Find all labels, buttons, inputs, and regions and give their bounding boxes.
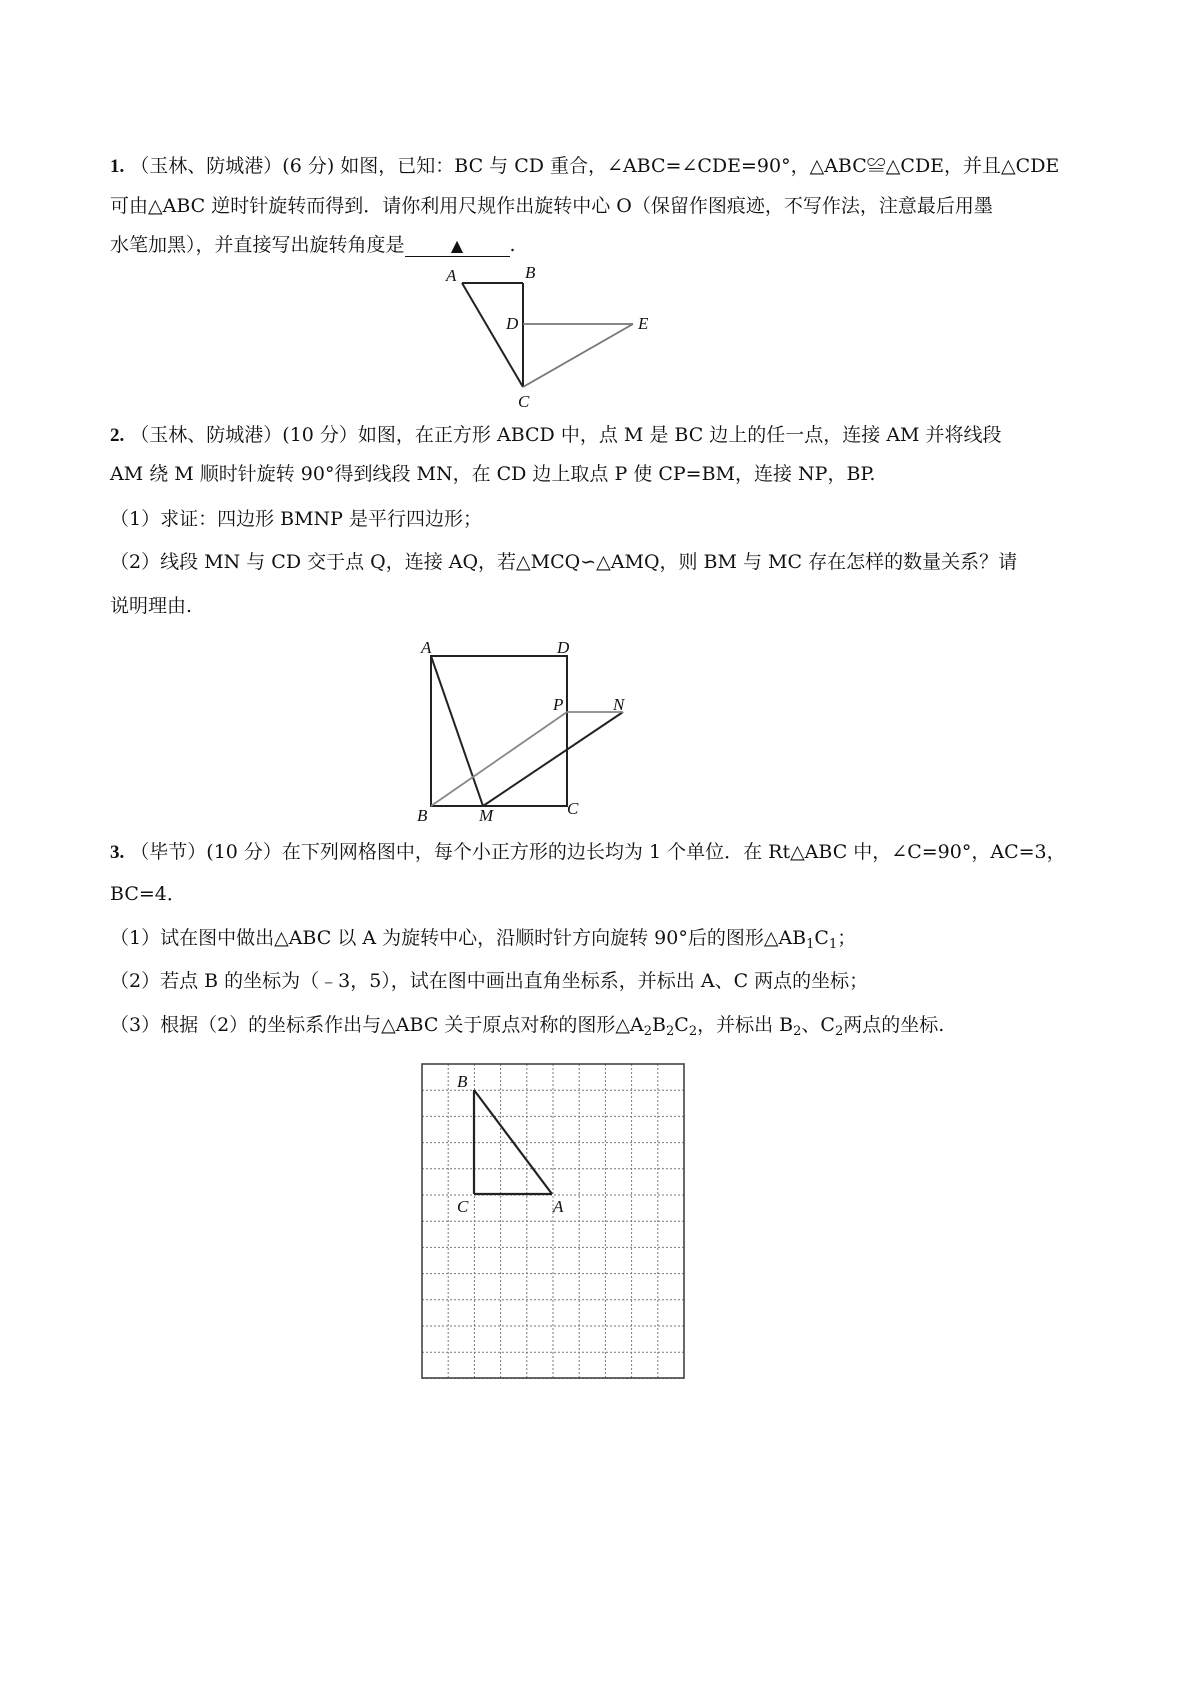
sub: 1 [806,937,815,952]
label-e: E [638,314,649,333]
label-a: A [421,638,432,657]
segment-mn [483,712,623,806]
label-c: C [518,392,530,411]
q3-part1-end: ； [837,927,857,949]
grid-lines [422,1064,684,1378]
q3-part2: （2）若点 B 的坐标为（﹣3，5），试在图中画出直角坐标系，并标出 A、C 两点的坐标； [110,970,869,992]
segment-ce [523,324,633,387]
q3-line1 [110,839,1066,866]
label-b: B [417,806,428,821]
sub: 2 [688,1024,698,1039]
segment-ac [462,283,523,387]
label-m: M [479,806,494,821]
sub: 2 [793,1024,802,1039]
q1-line3-end: . [509,234,516,256]
q2-part2-line2: 说明理由. [110,595,193,617]
sub: 2 [666,1024,675,1039]
q2-line1 [110,422,1002,449]
q3-text-line1: （毕节）(10 分）在下列网格图中，每个小正方形的边长均为 1 个单位．在 Rt△ABC 中，∠C=90°，AC=3， [130,841,1066,863]
q2-text-line1: （玉林、防城港）(10 分）如图，在正方形 ABCD 中，点 M 是 BC 边上的任一点，连接 AM 并将线段 [130,424,1002,446]
q2-part1: （1）求证：四边形 BMNP 是平行四边形； [110,508,482,530]
q1-number: 1. [110,156,125,177]
q3-part1 [110,925,856,958]
label-d: D [557,638,570,657]
label-a: A [446,266,457,285]
square-abcd [431,656,567,806]
q3-text-line2: BC=4． [110,883,186,905]
q3-part3-text: （3）根据（2）的坐标系作出与△ABC 关于原点对称的图形△A [110,1014,644,1036]
q3-part3 [110,1012,944,1045]
label-p: P [553,695,564,714]
sub: 2 [643,1024,653,1039]
label-c: C [567,799,579,818]
segment-bp [431,712,567,806]
q2-text-line2: AM 绕 M 顺时针旋转 90°得到线段 MN，在 CD 边上取点 P 使 CP=BM，连接 NP，BP. [110,463,876,485]
label-d: D [506,314,519,333]
q3-part3-c: C [674,1014,689,1036]
q3-grid-figure [420,1062,690,1384]
answer-blank [405,235,510,257]
q1-text-line3: 水笔加黑），并直接写出旋转角度是 [110,234,405,256]
q2-figure [405,636,665,821]
triangle-marker-icon: ▲ [450,236,464,255]
q3-number: 3. [110,842,125,863]
label-b: B [525,263,536,282]
q1-line1 [110,153,1059,180]
q3-part1-text: （1）试在图中做出△ABC 以 A 为旋转中心，沿顺时针方向旋转 90°后的图形△AB [110,927,807,949]
q2-part2-line1: （2）线段 MN 与 CD 交于点 Q，连接 AQ，若△MCQ∽△AMQ，则 BM 与 MC 存在怎样的数量关系？请 [110,551,1018,573]
q2-number: 2. [110,425,125,446]
q1-text-line1: （玉林、防城港）(6 分) 如图，已知：BC 与 CD 重合，∠ABC=∠CDE=90°，△ABC≌△CDE，并且△CDE [130,155,1060,177]
label-b: B [457,1072,468,1091]
label-c: C [457,1197,469,1216]
q3-part3-b: B [652,1014,666,1036]
q1-figure [440,262,680,412]
q3-part3-end: 两点的坐标. [843,1014,945,1036]
q3-part3-sep: 、C [801,1014,835,1036]
segment-am [431,656,483,806]
q1-line3 [110,232,516,258]
q1-text-line2: 可由△ABC 逆时针旋转而得到．请你利用尺规作出旋转中心 O（保留作图痕迹，不写作法，注意最后用墨 [110,195,993,217]
q3-part1-c: C [814,927,829,949]
label-n: N [613,695,625,714]
sub: 2 [834,1024,844,1039]
sub: 1 [828,937,838,952]
label-a: A [553,1197,564,1216]
segment-ba [474,1090,552,1194]
q3-part3-mid: ，并标出 B [697,1014,794,1036]
